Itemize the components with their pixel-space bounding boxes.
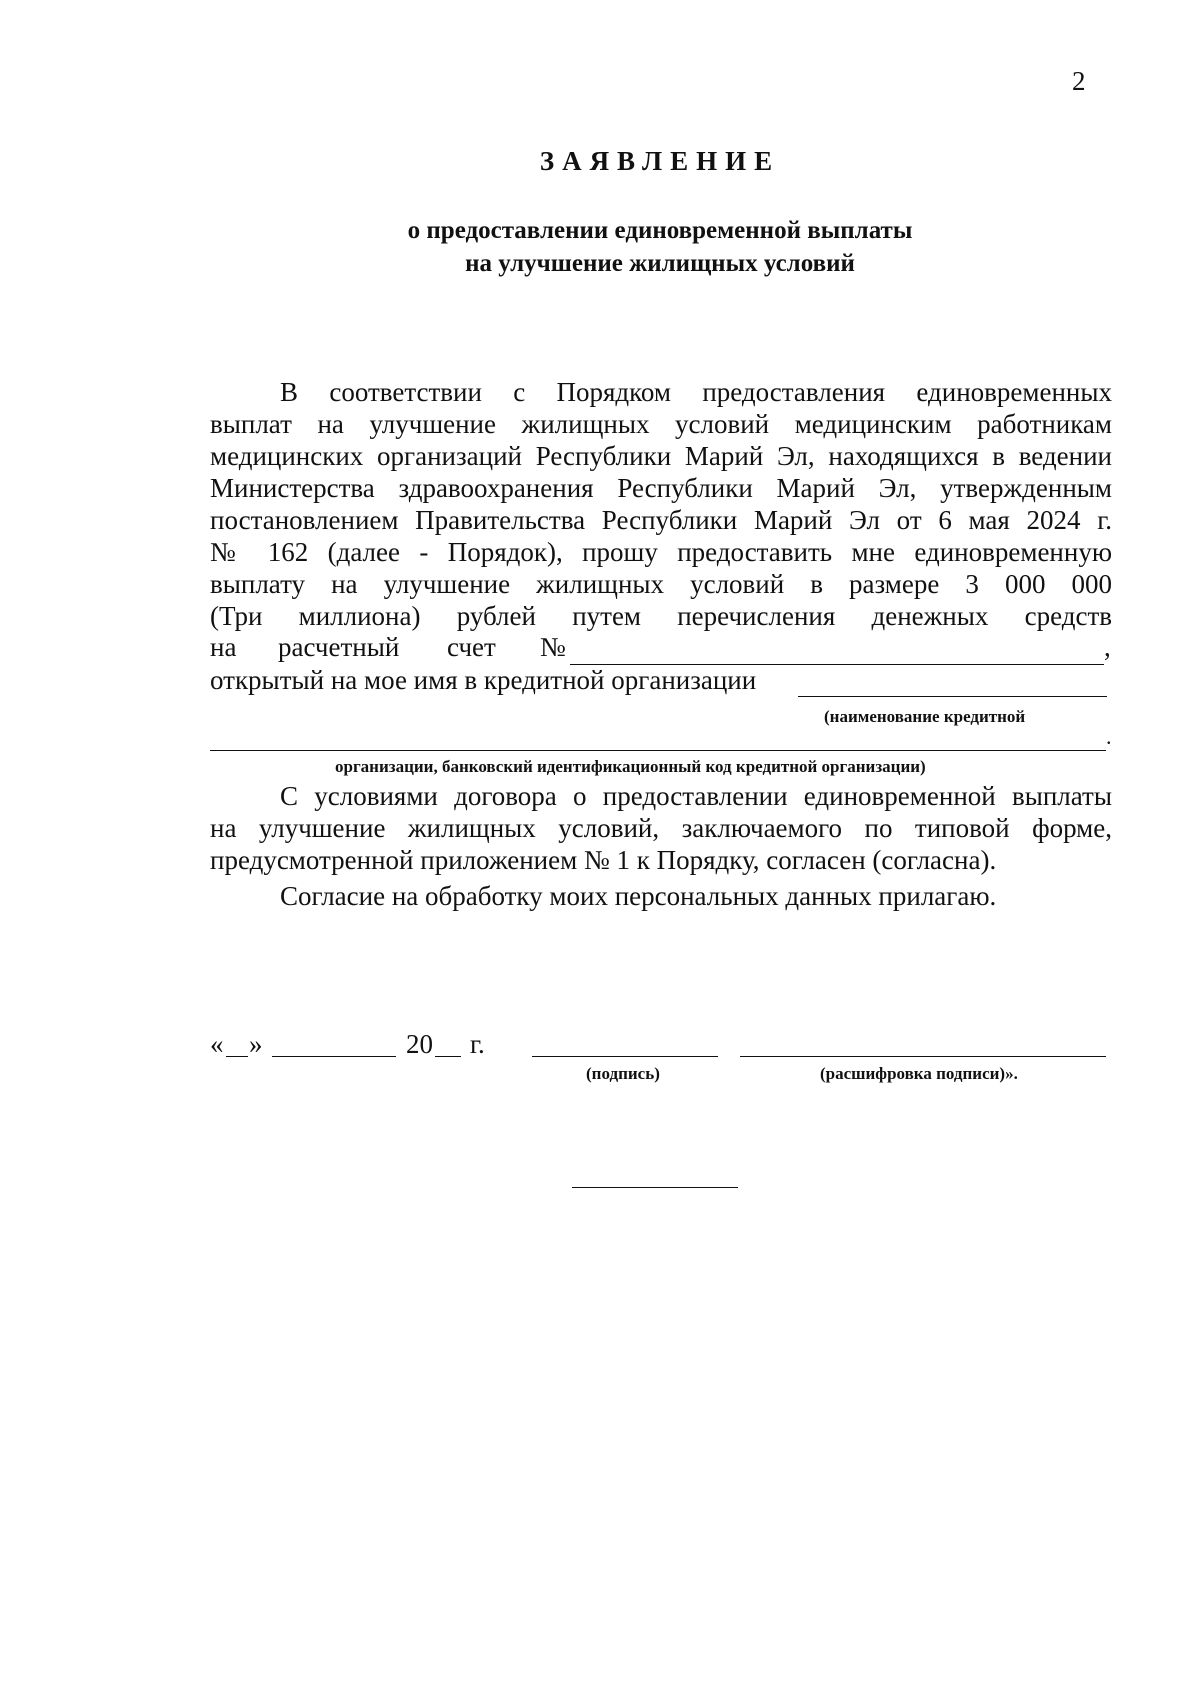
date-open-quote: « (210, 1029, 224, 1059)
bank-line-period: . (1106, 724, 1112, 749)
bank-name-field[interactable] (798, 696, 1107, 697)
paragraph-line: Министерства здравоохранения Республики Марий Эл, утвержденным (210, 473, 1112, 503)
bank-organization-line: открытый на мое имя в кредитной организации (210, 665, 757, 695)
consent-line: Согласие на обработку моих персональных данных прилагаю. (280, 881, 997, 911)
year-field[interactable] (435, 1056, 461, 1057)
bank-name-caption: (наименование кредитной (824, 707, 1026, 726)
day-field[interactable] (226, 1056, 248, 1057)
year-suffix: г. (470, 1029, 485, 1059)
account-word-na: на (210, 632, 237, 662)
document-title: ЗАЯВЛЕНИЕ (539, 146, 781, 176)
paragraph-line: № 162 (далее - Порядок), прошу предоставить мне единовременную (210, 537, 1112, 567)
signature-decode-field[interactable] (740, 1056, 1106, 1057)
closing-separator (572, 1187, 738, 1188)
year-prefix: 20 (406, 1029, 433, 1059)
paragraph-line: постановлением Правительства Республики Марий Эл от 6 мая 2024 г. (210, 505, 1112, 535)
account-line-comma: , (1104, 632, 1111, 662)
account-number-sign: № (540, 632, 566, 662)
paragraph-line: выплату на улучшение жилищных условий в размере 3 000 000 (210, 569, 1112, 599)
document-subtitle-line-2: на улучшение жилищных условий (465, 250, 855, 277)
paragraph-line: В соответствии с Порядком предоставления единовременных (280, 377, 1112, 407)
account-word-raschetny: расчетный (278, 632, 400, 662)
paragraph-line: С условиями договора о предоставлении единовременной выплаты (280, 781, 1112, 811)
month-field[interactable] (272, 1056, 396, 1057)
signature-decode-caption: (расшифровка подписи)». (820, 1064, 1018, 1083)
page-number: 2 (1072, 66, 1086, 96)
bank-details-caption: организации, банковский идентификационный код кредитной организации) (335, 757, 926, 776)
signature-caption: (подпись) (586, 1064, 660, 1083)
paragraph-line: предусмотренной приложением № 1 к Порядку, согласен (согласна). (210, 845, 997, 875)
bank-details-field[interactable] (210, 750, 1106, 751)
paragraph-line: медицинских организаций Республики Марий Эл, находящихся в ведении (210, 441, 1112, 471)
document-subtitle-line-1: о предоставлении единовременной выплаты (407, 217, 913, 244)
date-close-quote: » (249, 1029, 263, 1059)
paragraph-line: на улучшение жилищных условий, заключаемого по типовой форме, (210, 813, 1112, 843)
account-word-schet: счет (447, 632, 496, 662)
signature-field[interactable] (532, 1056, 718, 1057)
paragraph-line: выплат на улучшение жилищных условий медицинским работникам (210, 409, 1112, 439)
paragraph-line: (Три миллиона) рублей путем перечисления денежных средств (210, 601, 1112, 631)
